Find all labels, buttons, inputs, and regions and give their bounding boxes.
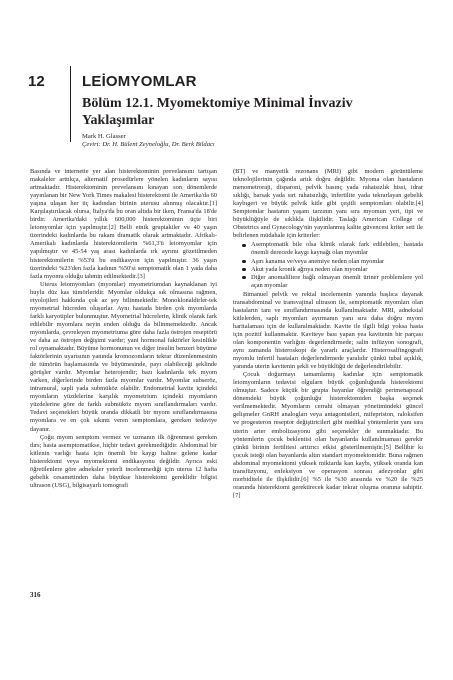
bullet-icon — [242, 268, 246, 272]
bullet-icon — [242, 244, 246, 248]
left-paragraph-3: Çoğu myom semptom vermez ve uzmanın ilk öğrenmesi gereken dırs; hasta asemptomatikse, hiçbir tedavi gerekmediğidir. Abdominal bir kitlenin varlığı hasta için önemli bir kaygı haline gelene kadar histerektomi veya myomektomi endikasyonu değildir. Ayrıca eski öğretilenlere göre adneksler yeterli incelenmediği için uterus 12 hafta gebelik cesametinden daha büyükse histerektomi gereklidir bilgisi ultrason (USG), bilgisayarlı tomografi — [30, 433, 217, 489]
chapter-number: 12 — [28, 73, 45, 90]
criteria-item: Diğer anomaliliere bağlı olmayan önemli üriner problemlere yol açan myomlar — [251, 274, 423, 290]
right-paragraph-2: Bimanuel pelvik ve rektal incelemenin yanında başlıca dayanak transabdominal ve transvajinal ultrason ile, semptomatik myomları olan hastaların tanı ve sınıflandırmasında kullanılmaktadır. MRI, adneksial kitlelerden, saplı myomları ayırmanın yanı sıra daha doğru myom haritalaması için de kullanılmaktadır. Kavite ile ilgili bilgi yoksa hasta için pozitif kullanmaktır. Kaviteye bası yapan yea kavitenin bir parçası olan komponentin varlığını degerlendirmede; salin infüzyon sonografi, aynı zamanda histeroskopi de yararlı araçlardır. Histerosalfingografi myomlu infertil hastaları değerlendirmede yaralıdır çünkü tubal açıklık, yanında uterin kavitenin şekli ve büyüklüğü de değerlendirilebilir. — [233, 290, 423, 371]
right-column — [233, 168, 423, 598]
header-divider — [70, 66, 71, 142]
chapter-title: LEİOMYOMLAR — [82, 73, 197, 90]
criteria-item: Asemptomatik bile olsa klinik olarak fark edilebilen, hastada önemli derecede kaygı kaynağı olan myomlar — [251, 241, 423, 257]
section-title: Bölüm 12.1. Myomektomiye Minimal İnvaziv Yaklaşımlar — [82, 96, 353, 128]
criteria-item: Aşırı kanama ve/veya anemiye neden olan myomlar — [251, 258, 423, 266]
bullet-icon — [242, 276, 246, 280]
right-paragraph-1: (BT) ve manyetik rezonans (MRI) gibi modern görüntüleme teknolojilerinin çağında artık doğru değildir. Myoma olan hastaların menometroraji, disparoni, pelvik basınç yada rahatsızlık hissi, idrar sıklığı, barsak yada sırt rahatsızlığı, infertilite yada tekrarlayan gebelik kaybıgeri ve büyük pelvik kitle gibi çeşitli semptomları olabilir.[4] Semptomlar hastanın yaşam tarzının yanı sıra myomun yeri, tipi ve büyüklüğüyle de sıklıkla ilişkilidir. Taslağı American College of Obstetrics and Gynecology'nin yayınlanmış kalite güvencesi kriter seti ile belirlenen müdahale için kriterler: — [233, 168, 423, 240]
left-column — [30, 168, 217, 588]
bullet-icon — [242, 260, 246, 264]
author-line: Mark H. Glasser — [82, 133, 126, 140]
left-paragraph-2: Uterus leiomyomları (myomlar) myometriumdan kaynaklanan iyi huylu düz kas tümörleridir. Myomlar oldukça sık olmasına rağmen, etyolojileri hakkında çok az şey bilinmektedir. Monoklonaldirler-tek myometrial hücreden oluşurlar. Aynı hastada birden çok myomlarda farklı karyotipler bulunmuştur. Myometrial hücrelerin, klinik olarak fark edilebilir myomlara neyin enden olduğu da bilinmemektedir. Ancak myomlarda, çevreleyen myometriuma göre daha fazla östrojen reseptörü ve daha az östrojen değişimi vardır; yani hormonal faktörler kesinlikle rol oynamaktadır. Büyüme hormonunun ve diğer insulin benzeri büyüme faktörlerinin uyarısının yanında kromozomların tekrar düzenlenmesinin de tümörün başlamasında ve büyümesinde, payı olabileceği şeklinde görüşler vardır. Myomlar heterojendir; bazı kadınlarda tek myom varken, diğerlerinde birden fazla myomlar vardır. Myomlar subseröz, intramural, sapli yada submüköz olabilir. Endometrial kavite içindeki myomların yüzdelerine karşılık myometrium içindeki myomların yüzdelerine göre de farklı submüköz myom sınıflandırmaları vardır. Tedavi seçenekleri büyük oranda dikkatli bir myom sınıflandırmasına myomlara ve en çok sıkıntı veren semptomlara, gereken tedaviye dayanır. — [30, 280, 217, 433]
left-paragraph-1: Basında ve internette yer alan histerektominin prevelansını tartışan makaleler arttıkça, alternatif prosedürlere yönelen kadınların sayısı artmaktadır. Histerektominin prevelansını kınayan son dönemlerde yayınlanan bir New York Times makalesi histerektomi ile Amerika'da 60 yaşına ulaşan her üç kadından birinin uterusu alınmış olacaktır.[1] Karşılaştırılacak olursa, İtalya'da bu oran altıda bir iken, Fransa'da 18'de birdir. Amerika'daki yıllık 600,000 histerektominin üçte biri leiomyomlar için yapılmıştır.[2] Belli etnik gruptakiler ve 40 yaşın üzerindeki kadınlarda bu rakam dramatik olarak artmaktadır. Afrikalı-Amerikalı kadınlarda histerektomilerin %61,3'ü leiomyomlar için yapılmıştır ve 45-54 yaş arası kadınlarda ırk ayrımı gözetilmeden histerektomilerin %53'ü bu endikasyon için yapılmıştır. 36 yaşın üzerindeki %23'den fazla kadının %50'si semptomatik olan 1 yada daha fazla myomu olduğu tahmin edilmektedir.[3] — [30, 168, 217, 280]
criteria-list — [233, 241, 423, 289]
right-paragraph-3: Çocuk doğurmayı tamamlamış kadınlar için semptomatik leiomyomların tedavisi olgularn büyük çoğunluğunda histerektomi olmuştur. Sadece küçük bir grupta bayanlar öğrendiği perimenapozal dönemdeki büyük çoğunluğu histerektomiden başka seçenek verilmemektedir. Myomların cerrahi olmayan yönetimindeki güncel gelişmeler GnRH analogları veya antagonistleri, mifepriston, raloksifen ve progesteron reseptor değiştiricileri gibi medikal yöntemlerin yanı sıra uterin arter embolizasyonu gibi seçenekler de sunmaktadır. Bu yöntemlerin çocuk beklentisi olan bayanlarda kullanılmaması gerekir çünkü birinin fertilitesi arttırıcı etkisi gösterilmemiştir.[5] Bellibir kı çocuk isteği olan bayanlarda altın standart myomektomidir. Buna rağmen abdominal myomektomi yüksek miktarda kan kaybı, yüksek oranda kan transfüzyonu, enfeksiyon ve operasyon sonrası adezyonlar gibi morbiditele ile ilişkilidir.[6] %5 ile %30 arasında ve %20 ile %25 oranında histerektomi gerektirecek kadar tekrar oluşma oranına sahiptir.[7] — [233, 371, 423, 499]
translator-line: Çeviri: Dr. H. Bülent Zeyneloğlu, Dr. Berk Bildacı — [82, 141, 215, 148]
page-number: 316 — [30, 591, 41, 599]
criteria-item: Akut yada kronik ağrıya neden olan myomlar — [251, 266, 423, 274]
